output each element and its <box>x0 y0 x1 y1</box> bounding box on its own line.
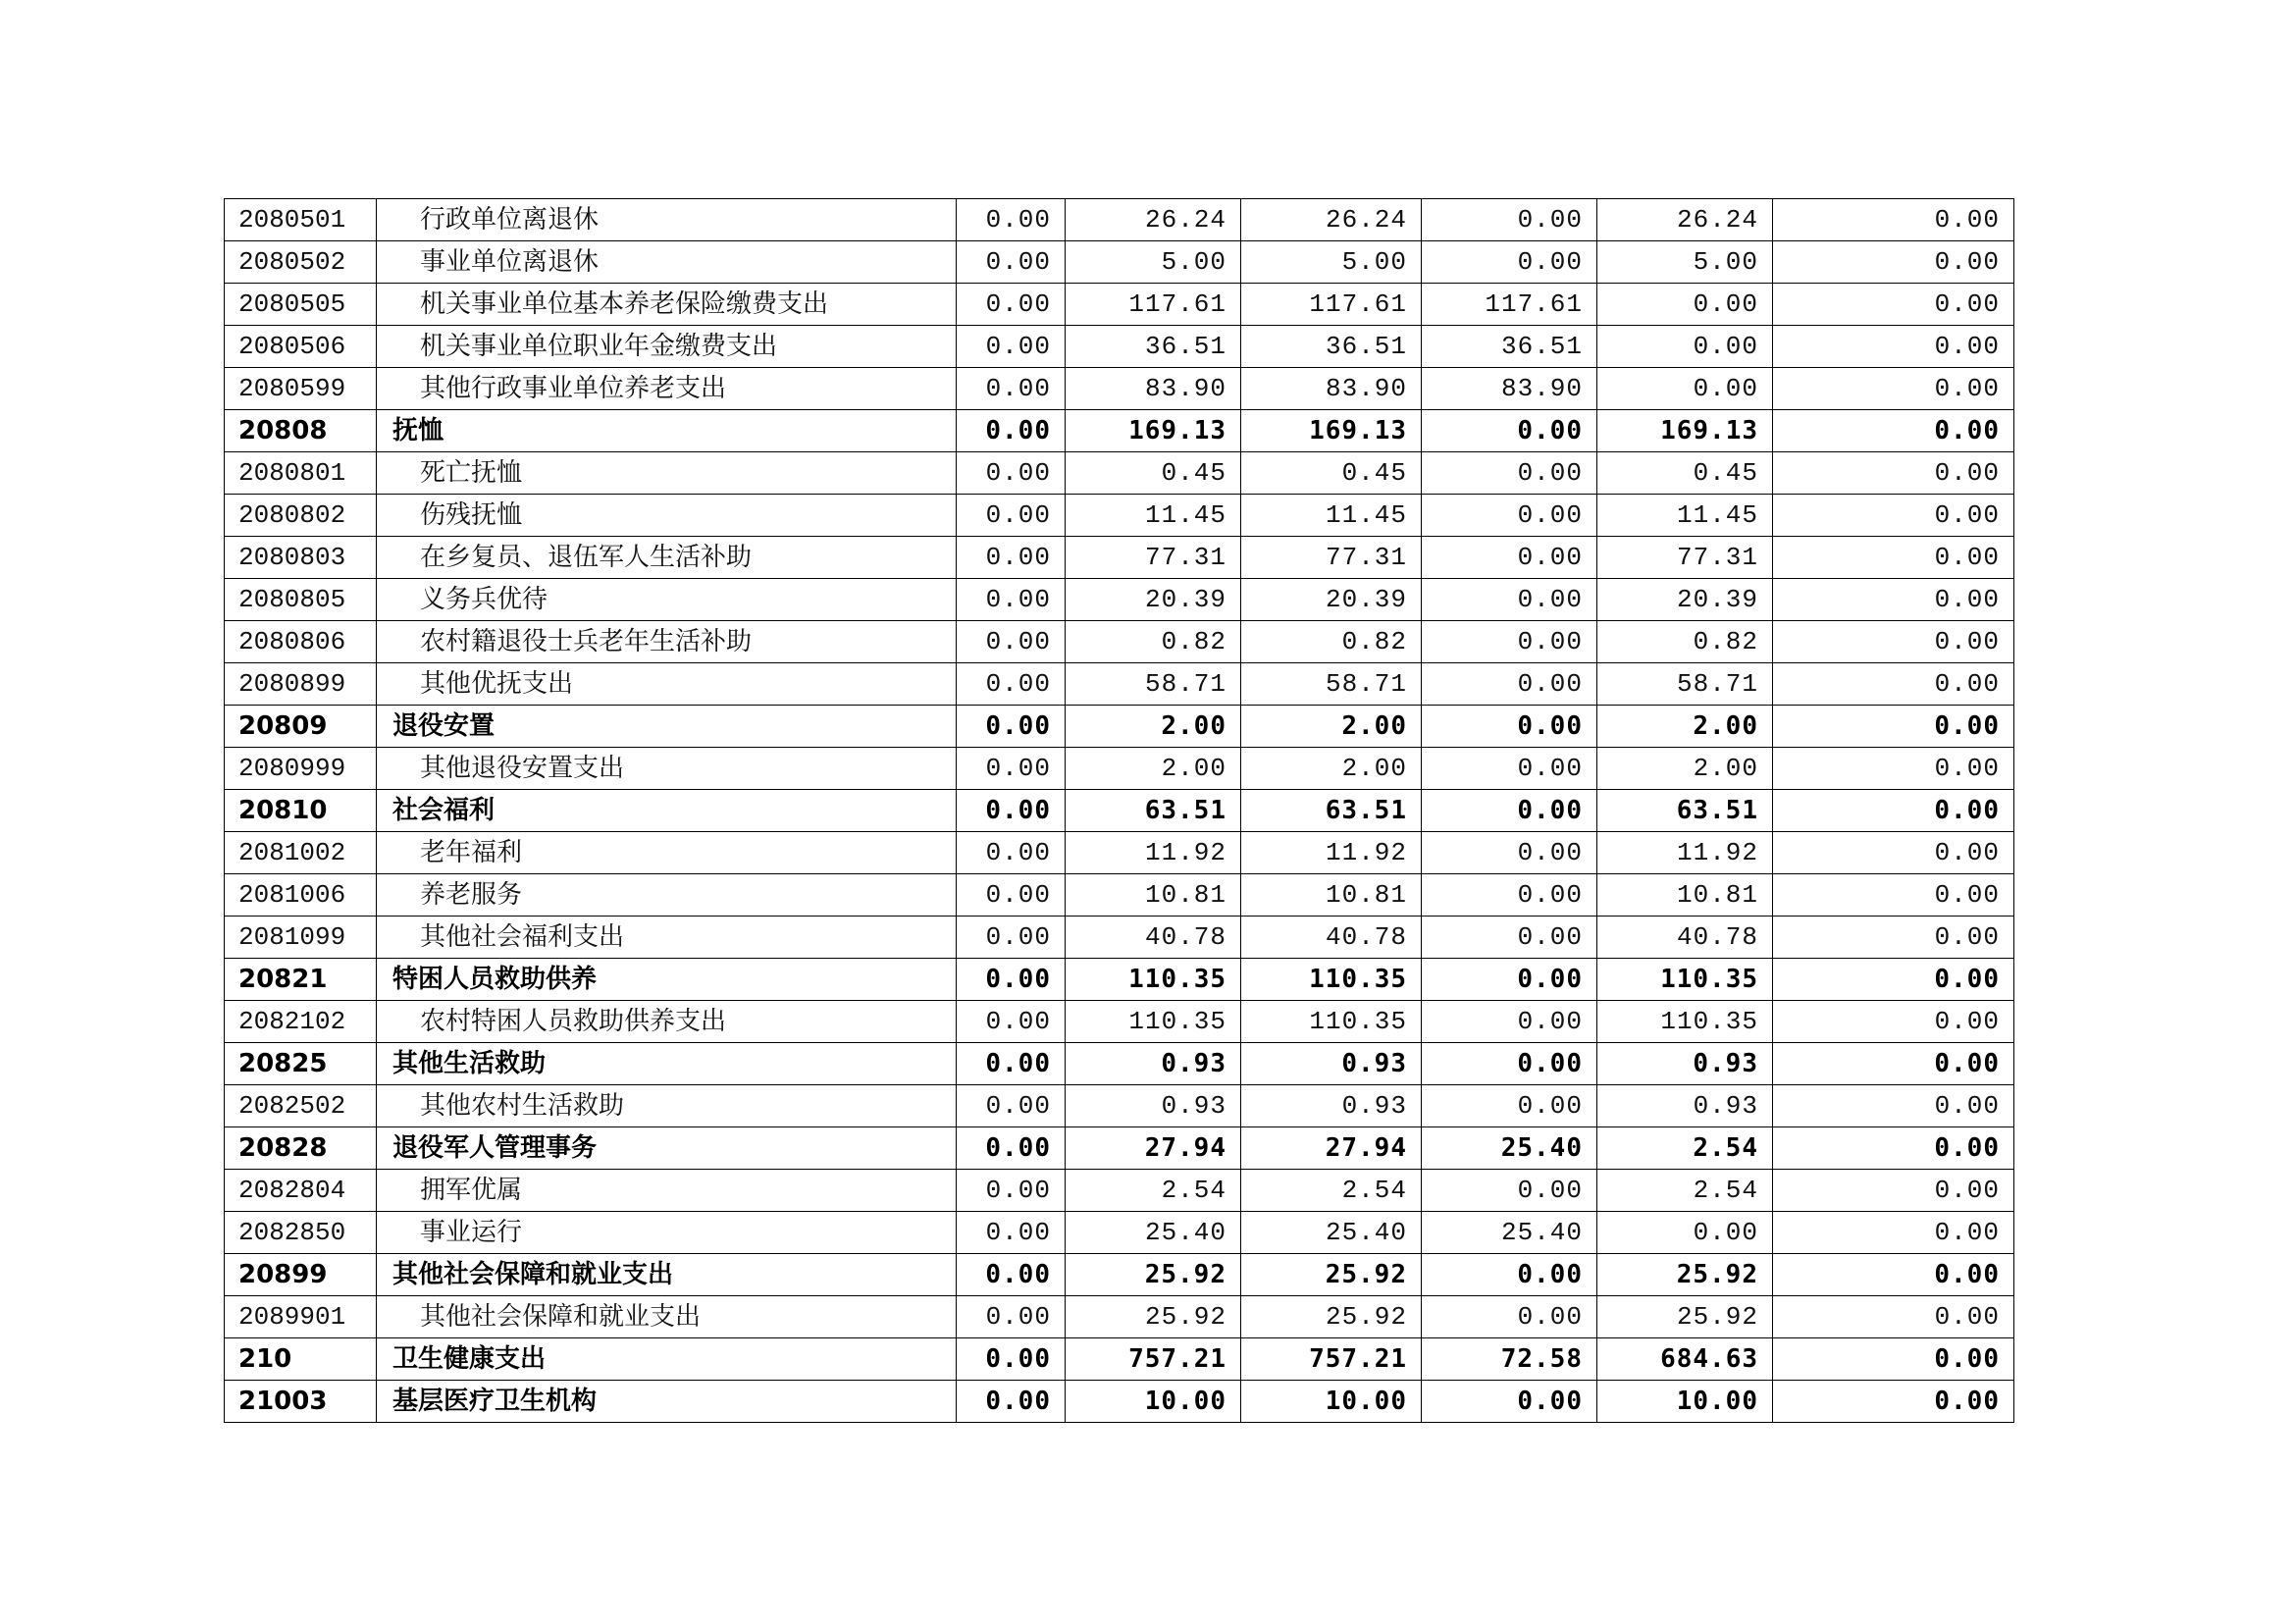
row-value-2: 0.82 <box>1066 621 1241 663</box>
row-value-1: 0.00 <box>957 832 1066 874</box>
row-value-4: 0.00 <box>1422 410 1597 452</box>
row-value-4: 0.00 <box>1422 917 1597 959</box>
row-value-3: 110.35 <box>1241 1001 1422 1043</box>
row-value-1: 0.00 <box>957 326 1066 368</box>
row-value-4: 83.90 <box>1422 368 1597 410</box>
row-value-1: 0.00 <box>957 1296 1066 1338</box>
row-value-5: 0.00 <box>1597 1212 1773 1254</box>
row-code: 2080999 <box>225 748 377 790</box>
row-value-6: 0.00 <box>1773 832 2014 874</box>
row-value-6: 0.00 <box>1773 663 2014 706</box>
row-value-3: 25.92 <box>1241 1254 1422 1296</box>
row-name: 在乡复员、退伍军人生活补助 <box>377 537 957 579</box>
row-value-6: 0.00 <box>1773 410 2014 452</box>
row-value-3: 5.00 <box>1241 241 1422 284</box>
row-value-4: 0.00 <box>1422 621 1597 663</box>
row-value-4: 0.00 <box>1422 1381 1597 1423</box>
row-value-2: 36.51 <box>1066 326 1241 368</box>
row-name: 抚恤 <box>377 410 957 452</box>
row-value-5: 11.92 <box>1597 832 1773 874</box>
row-value-6: 0.00 <box>1773 326 2014 368</box>
row-name: 退役军人管理事务 <box>377 1127 957 1170</box>
row-value-5: 0.00 <box>1597 368 1773 410</box>
table-row <box>225 790 2014 832</box>
row-code: 2081099 <box>225 917 377 959</box>
row-code: 20828 <box>225 1127 377 1170</box>
row-value-6: 0.00 <box>1773 1254 2014 1296</box>
row-value-3: 25.92 <box>1241 1296 1422 1338</box>
row-value-2: 2.54 <box>1066 1170 1241 1212</box>
row-value-3: 0.93 <box>1241 1043 1422 1085</box>
row-name: 退役安置 <box>377 706 957 748</box>
row-value-2: 110.35 <box>1066 959 1241 1001</box>
row-value-4: 36.51 <box>1422 326 1597 368</box>
row-value-6: 0.00 <box>1773 1001 2014 1043</box>
row-value-3: 11.45 <box>1241 495 1422 537</box>
table-row <box>225 1170 2014 1212</box>
table-row <box>225 1381 2014 1423</box>
row-value-2: 2.00 <box>1066 706 1241 748</box>
row-value-6: 0.00 <box>1773 1212 2014 1254</box>
row-value-2: 10.81 <box>1066 874 1241 917</box>
row-value-5: 10.00 <box>1597 1381 1773 1423</box>
row-code: 2080502 <box>225 241 377 284</box>
row-code: 2082804 <box>225 1170 377 1212</box>
table-row <box>225 1212 2014 1254</box>
row-value-5: 40.78 <box>1597 917 1773 959</box>
row-value-6: 0.00 <box>1773 874 2014 917</box>
row-value-4: 0.00 <box>1422 241 1597 284</box>
row-value-6: 0.00 <box>1773 748 2014 790</box>
row-value-4: 0.00 <box>1422 199 1597 241</box>
row-value-6: 0.00 <box>1773 368 2014 410</box>
row-code: 2080801 <box>225 452 377 495</box>
row-value-3: 40.78 <box>1241 917 1422 959</box>
row-name: 其他社会保障和就业支出 <box>377 1254 957 1296</box>
row-value-6: 0.00 <box>1773 706 2014 748</box>
row-value-1: 0.00 <box>957 1170 1066 1212</box>
row-value-4: 0.00 <box>1422 452 1597 495</box>
row-value-5: 77.31 <box>1597 537 1773 579</box>
row-name: 机关事业单位基本养老保险缴费支出 <box>377 284 957 326</box>
row-value-2: 20.39 <box>1066 579 1241 621</box>
row-value-5: 169.13 <box>1597 410 1773 452</box>
row-value-4: 0.00 <box>1422 663 1597 706</box>
row-code: 2080802 <box>225 495 377 537</box>
row-code: 2081002 <box>225 832 377 874</box>
row-value-4: 0.00 <box>1422 959 1597 1001</box>
row-value-1: 0.00 <box>957 1381 1066 1423</box>
row-value-2: 83.90 <box>1066 368 1241 410</box>
table-row <box>225 874 2014 917</box>
row-value-1: 0.00 <box>957 790 1066 832</box>
row-value-4: 0.00 <box>1422 1001 1597 1043</box>
row-value-4: 0.00 <box>1422 1296 1597 1338</box>
row-name: 其他农村生活救助 <box>377 1085 957 1127</box>
row-value-5: 110.35 <box>1597 1001 1773 1043</box>
row-code: 2080599 <box>225 368 377 410</box>
row-value-5: 684.63 <box>1597 1338 1773 1381</box>
row-value-2: 77.31 <box>1066 537 1241 579</box>
row-value-5: 110.35 <box>1597 959 1773 1001</box>
row-value-5: 25.92 <box>1597 1254 1773 1296</box>
table-row <box>225 663 2014 706</box>
table-row <box>225 832 2014 874</box>
table-row <box>225 917 2014 959</box>
row-value-6: 0.00 <box>1773 1085 2014 1127</box>
row-value-4: 0.00 <box>1422 1085 1597 1127</box>
row-value-5: 25.92 <box>1597 1296 1773 1338</box>
row-value-3: 11.92 <box>1241 832 1422 874</box>
row-value-2: 63.51 <box>1066 790 1241 832</box>
row-value-2: 757.21 <box>1066 1338 1241 1381</box>
row-value-6: 0.00 <box>1773 537 2014 579</box>
table-row <box>225 1296 2014 1338</box>
row-value-3: 83.90 <box>1241 368 1422 410</box>
row-value-4: 0.00 <box>1422 874 1597 917</box>
row-value-1: 0.00 <box>957 368 1066 410</box>
table-row <box>225 1254 2014 1296</box>
row-value-5: 26.24 <box>1597 199 1773 241</box>
row-value-6: 0.00 <box>1773 1381 2014 1423</box>
row-value-1: 0.00 <box>957 663 1066 706</box>
row-name: 特困人员救助供养 <box>377 959 957 1001</box>
row-value-1: 0.00 <box>957 959 1066 1001</box>
table-row <box>225 284 2014 326</box>
row-value-3: 77.31 <box>1241 537 1422 579</box>
row-value-3: 58.71 <box>1241 663 1422 706</box>
row-value-2: 2.00 <box>1066 748 1241 790</box>
row-value-1: 0.00 <box>957 1043 1066 1085</box>
row-value-4: 25.40 <box>1422 1127 1597 1170</box>
row-value-4: 0.00 <box>1422 790 1597 832</box>
row-value-3: 27.94 <box>1241 1127 1422 1170</box>
row-value-2: 25.92 <box>1066 1254 1241 1296</box>
row-value-4: 0.00 <box>1422 706 1597 748</box>
row-name: 事业运行 <box>377 1212 957 1254</box>
row-code: 210 <box>225 1338 377 1381</box>
table-row <box>225 537 2014 579</box>
row-name: 事业单位离退休 <box>377 241 957 284</box>
row-name: 基层医疗卫生机构 <box>377 1381 957 1423</box>
row-value-3: 110.35 <box>1241 959 1422 1001</box>
row-value-1: 0.00 <box>957 1001 1066 1043</box>
row-code: 21003 <box>225 1381 377 1423</box>
row-name: 死亡抚恤 <box>377 452 957 495</box>
row-value-1: 0.00 <box>957 1127 1066 1170</box>
row-code: 2082502 <box>225 1085 377 1127</box>
table-row <box>225 241 2014 284</box>
row-value-3: 25.40 <box>1241 1212 1422 1254</box>
row-value-4: 0.00 <box>1422 748 1597 790</box>
row-value-2: 58.71 <box>1066 663 1241 706</box>
row-value-3: 2.00 <box>1241 748 1422 790</box>
row-value-2: 0.93 <box>1066 1043 1241 1085</box>
row-name: 其他行政事业单位养老支出 <box>377 368 957 410</box>
row-value-5: 0.00 <box>1597 326 1773 368</box>
row-value-1: 0.00 <box>957 706 1066 748</box>
row-value-5: 0.93 <box>1597 1043 1773 1085</box>
budget-table <box>224 198 2014 1423</box>
row-value-4: 0.00 <box>1422 1170 1597 1212</box>
row-value-2: 25.92 <box>1066 1296 1241 1338</box>
table-row <box>225 959 2014 1001</box>
table-row <box>225 579 2014 621</box>
row-value-1: 0.00 <box>957 199 1066 241</box>
row-code: 2089901 <box>225 1296 377 1338</box>
row-value-1: 0.00 <box>957 917 1066 959</box>
row-value-1: 0.00 <box>957 537 1066 579</box>
row-name: 农村籍退役士兵老年生活补助 <box>377 621 957 663</box>
row-value-3: 20.39 <box>1241 579 1422 621</box>
row-value-1: 0.00 <box>957 410 1066 452</box>
row-value-6: 0.00 <box>1773 1338 2014 1381</box>
row-value-4: 0.00 <box>1422 495 1597 537</box>
row-name: 养老服务 <box>377 874 957 917</box>
row-value-1: 0.00 <box>957 748 1066 790</box>
row-code: 20808 <box>225 410 377 452</box>
row-value-6: 0.00 <box>1773 1043 2014 1085</box>
row-value-4: 25.40 <box>1422 1212 1597 1254</box>
row-value-6: 0.00 <box>1773 959 2014 1001</box>
row-value-6: 0.00 <box>1773 1296 2014 1338</box>
row-name: 农村特困人员救助供养支出 <box>377 1001 957 1043</box>
row-code: 2080506 <box>225 326 377 368</box>
row-name: 其他社会保障和就业支出 <box>377 1296 957 1338</box>
row-value-1: 0.00 <box>957 495 1066 537</box>
row-name: 义务兵优待 <box>377 579 957 621</box>
row-value-4: 72.58 <box>1422 1338 1597 1381</box>
table-row <box>225 1001 2014 1043</box>
row-value-6: 0.00 <box>1773 917 2014 959</box>
row-code: 2081006 <box>225 874 377 917</box>
row-name: 老年福利 <box>377 832 957 874</box>
row-value-2: 0.45 <box>1066 452 1241 495</box>
row-code: 2080501 <box>225 199 377 241</box>
row-value-3: 117.61 <box>1241 284 1422 326</box>
row-name: 其他优抚支出 <box>377 663 957 706</box>
row-code: 20825 <box>225 1043 377 1085</box>
row-name: 行政单位离退休 <box>377 199 957 241</box>
row-value-2: 5.00 <box>1066 241 1241 284</box>
row-name: 拥军优属 <box>377 1170 957 1212</box>
row-value-6: 0.00 <box>1773 1127 2014 1170</box>
row-value-1: 0.00 <box>957 1254 1066 1296</box>
row-name: 其他生活救助 <box>377 1043 957 1085</box>
row-value-5: 0.45 <box>1597 452 1773 495</box>
row-value-2: 110.35 <box>1066 1001 1241 1043</box>
row-value-6: 0.00 <box>1773 1170 2014 1212</box>
row-value-1: 0.00 <box>957 1085 1066 1127</box>
row-name: 其他退役安置支出 <box>377 748 957 790</box>
row-value-3: 10.81 <box>1241 874 1422 917</box>
row-value-6: 0.00 <box>1773 495 2014 537</box>
row-code: 2080803 <box>225 537 377 579</box>
table-row <box>225 1043 2014 1085</box>
table-row <box>225 326 2014 368</box>
row-value-1: 0.00 <box>957 1212 1066 1254</box>
row-value-3: 10.00 <box>1241 1381 1422 1423</box>
row-value-4: 117.61 <box>1422 284 1597 326</box>
row-value-3: 0.82 <box>1241 621 1422 663</box>
row-value-3: 757.21 <box>1241 1338 1422 1381</box>
row-value-6: 0.00 <box>1773 621 2014 663</box>
row-value-3: 36.51 <box>1241 326 1422 368</box>
row-name: 伤残抚恤 <box>377 495 957 537</box>
row-value-5: 63.51 <box>1597 790 1773 832</box>
row-value-1: 0.00 <box>957 1338 1066 1381</box>
row-value-5: 10.81 <box>1597 874 1773 917</box>
row-code: 20809 <box>225 706 377 748</box>
row-value-2: 11.45 <box>1066 495 1241 537</box>
table-row <box>225 368 2014 410</box>
row-value-2: 169.13 <box>1066 410 1241 452</box>
row-value-5: 58.71 <box>1597 663 1773 706</box>
row-code: 2082850 <box>225 1212 377 1254</box>
row-value-1: 0.00 <box>957 579 1066 621</box>
table-row <box>225 748 2014 790</box>
table-row <box>225 199 2014 241</box>
row-value-5: 0.82 <box>1597 621 1773 663</box>
table-row <box>225 1338 2014 1381</box>
row-value-5: 0.00 <box>1597 284 1773 326</box>
row-value-3: 169.13 <box>1241 410 1422 452</box>
row-name: 卫生健康支出 <box>377 1338 957 1381</box>
table-row <box>225 621 2014 663</box>
row-code: 2080806 <box>225 621 377 663</box>
row-value-2: 40.78 <box>1066 917 1241 959</box>
row-value-6: 0.00 <box>1773 579 2014 621</box>
row-code: 20821 <box>225 959 377 1001</box>
row-value-2: 25.40 <box>1066 1212 1241 1254</box>
row-value-3: 2.54 <box>1241 1170 1422 1212</box>
table-row <box>225 1127 2014 1170</box>
row-value-6: 0.00 <box>1773 790 2014 832</box>
row-value-1: 0.00 <box>957 452 1066 495</box>
row-value-2: 26.24 <box>1066 199 1241 241</box>
row-value-5: 11.45 <box>1597 495 1773 537</box>
row-value-6: 0.00 <box>1773 199 2014 241</box>
row-value-6: 0.00 <box>1773 284 2014 326</box>
row-value-3: 2.00 <box>1241 706 1422 748</box>
row-value-5: 2.54 <box>1597 1127 1773 1170</box>
row-value-3: 0.93 <box>1241 1085 1422 1127</box>
row-value-4: 0.00 <box>1422 1254 1597 1296</box>
row-value-5: 0.93 <box>1597 1085 1773 1127</box>
row-value-1: 0.00 <box>957 241 1066 284</box>
row-value-5: 5.00 <box>1597 241 1773 284</box>
row-value-5: 2.00 <box>1597 748 1773 790</box>
table-row <box>225 452 2014 495</box>
table-row <box>225 1085 2014 1127</box>
row-code: 20810 <box>225 790 377 832</box>
row-code: 2082102 <box>225 1001 377 1043</box>
table-row <box>225 410 2014 452</box>
row-value-4: 0.00 <box>1422 579 1597 621</box>
row-value-1: 0.00 <box>957 621 1066 663</box>
row-value-2: 0.93 <box>1066 1085 1241 1127</box>
row-value-2: 11.92 <box>1066 832 1241 874</box>
row-value-3: 0.45 <box>1241 452 1422 495</box>
row-code: 2080505 <box>225 284 377 326</box>
row-value-3: 63.51 <box>1241 790 1422 832</box>
row-value-6: 0.00 <box>1773 452 2014 495</box>
row-code: 2080899 <box>225 663 377 706</box>
row-code: 20899 <box>225 1254 377 1296</box>
row-value-5: 20.39 <box>1597 579 1773 621</box>
table-row <box>225 495 2014 537</box>
row-name: 其他社会福利支出 <box>377 917 957 959</box>
row-value-4: 0.00 <box>1422 832 1597 874</box>
row-name: 机关事业单位职业年金缴费支出 <box>377 326 957 368</box>
row-value-2: 27.94 <box>1066 1127 1241 1170</box>
row-value-5: 2.00 <box>1597 706 1773 748</box>
row-value-5: 2.54 <box>1597 1170 1773 1212</box>
row-value-1: 0.00 <box>957 284 1066 326</box>
row-value-6: 0.00 <box>1773 241 2014 284</box>
row-value-1: 0.00 <box>957 874 1066 917</box>
table-body <box>225 199 2014 1423</box>
row-value-2: 117.61 <box>1066 284 1241 326</box>
table-row <box>225 706 2014 748</box>
row-value-4: 0.00 <box>1422 537 1597 579</box>
row-name: 社会福利 <box>377 790 957 832</box>
row-code: 2080805 <box>225 579 377 621</box>
row-value-2: 10.00 <box>1066 1381 1241 1423</box>
row-value-3: 26.24 <box>1241 199 1422 241</box>
row-value-4: 0.00 <box>1422 1043 1597 1085</box>
